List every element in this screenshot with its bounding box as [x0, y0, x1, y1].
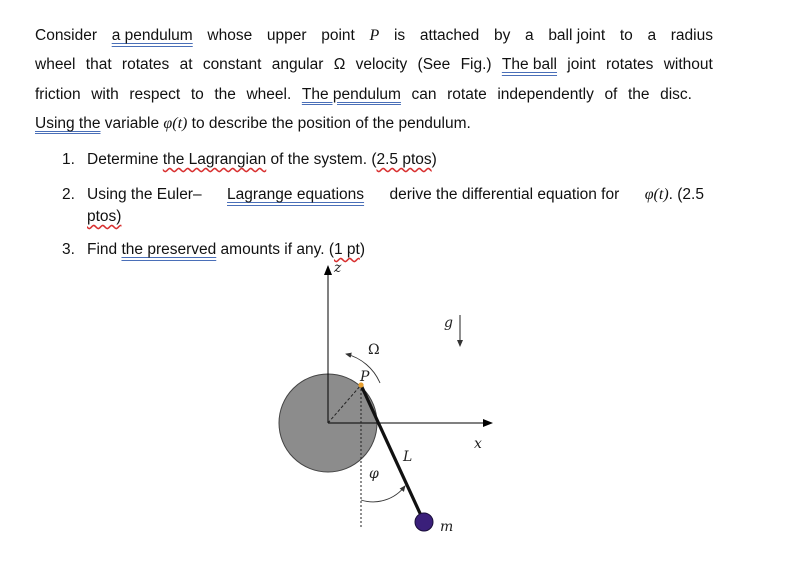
question-1 — [62, 151, 437, 169]
word: rotates — [606, 56, 654, 74]
phi-label: φ — [369, 466, 379, 482]
text-run: Using the Euler– — [87, 186, 202, 203]
intro-line-3 — [35, 80, 692, 109]
point-p-label: P — [360, 369, 370, 385]
word: disc. — [660, 85, 692, 103]
word: to — [190, 85, 204, 103]
word: independently — [497, 85, 594, 103]
text-run: Determine — [87, 151, 163, 168]
question-3 — [62, 241, 366, 259]
text-run: variable — [100, 114, 164, 132]
variable-phi: φ(t) — [163, 114, 188, 132]
question-2 — [62, 186, 704, 226]
intro-line-1 — [35, 21, 713, 50]
intro-line-2 — [35, 50, 713, 79]
x-axis-label: x — [474, 436, 482, 452]
pendulum-mass — [415, 513, 433, 531]
word: the — [627, 85, 650, 103]
gravity-label: g — [444, 315, 453, 331]
word: respect — [129, 85, 181, 103]
word: without — [663, 56, 713, 74]
word: constant — [202, 56, 262, 74]
word: by — [493, 27, 511, 44]
item-number: 3. — [62, 241, 75, 258]
underlined-phrase: The pendulum — [301, 85, 401, 103]
word: P — [369, 27, 380, 44]
underlined-phrase: the preserved — [121, 241, 217, 258]
word: a — [647, 27, 657, 44]
item-number: 1. — [62, 151, 75, 168]
word: point — [321, 27, 355, 44]
z-axis-label: z — [334, 260, 342, 276]
word: at — [179, 56, 193, 74]
underlined-phrase: Lagrange equations — [227, 186, 365, 203]
word: is — [393, 27, 406, 44]
underlined-phrase: ptos) — [87, 208, 122, 225]
word: the — [214, 85, 236, 103]
text-run: . (2.5 — [668, 186, 704, 203]
word: Fig.) — [460, 56, 492, 74]
underlined-phrase: the Lagrangian — [162, 151, 267, 168]
word: upper — [266, 27, 307, 44]
word: to — [619, 27, 633, 44]
word: angular — [271, 56, 324, 74]
word: ball joint — [548, 27, 606, 44]
variable-phi: φ(t) — [644, 186, 669, 203]
item-number: 2. — [62, 186, 75, 203]
text-run: derive the differential equation for — [389, 186, 620, 203]
phi-angle-arc — [361, 486, 405, 502]
underlined-phrase: The ball — [501, 56, 558, 74]
word: a — [525, 27, 534, 44]
word: wheel. — [246, 85, 292, 103]
word: Consider — [35, 27, 98, 44]
word: friction — [35, 85, 81, 103]
text-run: ) — [431, 151, 437, 168]
word: rotates — [121, 56, 170, 74]
underlined-phrase: Using the — [35, 114, 101, 132]
word: (See — [417, 56, 451, 74]
word: joint — [567, 56, 596, 74]
text-run: to describe the position of the pendulum. — [187, 114, 471, 132]
underlined-phrase: 1 pt — [333, 241, 360, 258]
pendulum-figure — [270, 258, 500, 558]
text-run: of the system. ( — [266, 151, 377, 168]
word: attached — [419, 27, 480, 44]
word: whose — [207, 27, 253, 44]
underlined-phrase: a pendulum — [111, 27, 193, 44]
word: with — [91, 85, 119, 103]
word: can — [411, 85, 437, 103]
text-run: ) — [359, 241, 366, 258]
text-run: amounts if any. ( — [216, 241, 334, 258]
word: wheel — [35, 56, 76, 74]
problem-statement — [35, 21, 735, 138]
word: rotate — [447, 85, 487, 103]
mass-label: m — [440, 519, 454, 535]
length-label: L — [403, 449, 413, 465]
text-run: Find — [87, 241, 122, 258]
intro-line-4 — [35, 109, 735, 138]
word: of — [604, 85, 618, 103]
word: that — [85, 56, 112, 74]
underlined-phrase: 2.5 ptos — [376, 151, 432, 168]
word: velocity — [355, 56, 408, 74]
word: radius — [670, 27, 713, 44]
word: Ω — [333, 56, 346, 74]
omega-label: Ω — [368, 342, 380, 358]
